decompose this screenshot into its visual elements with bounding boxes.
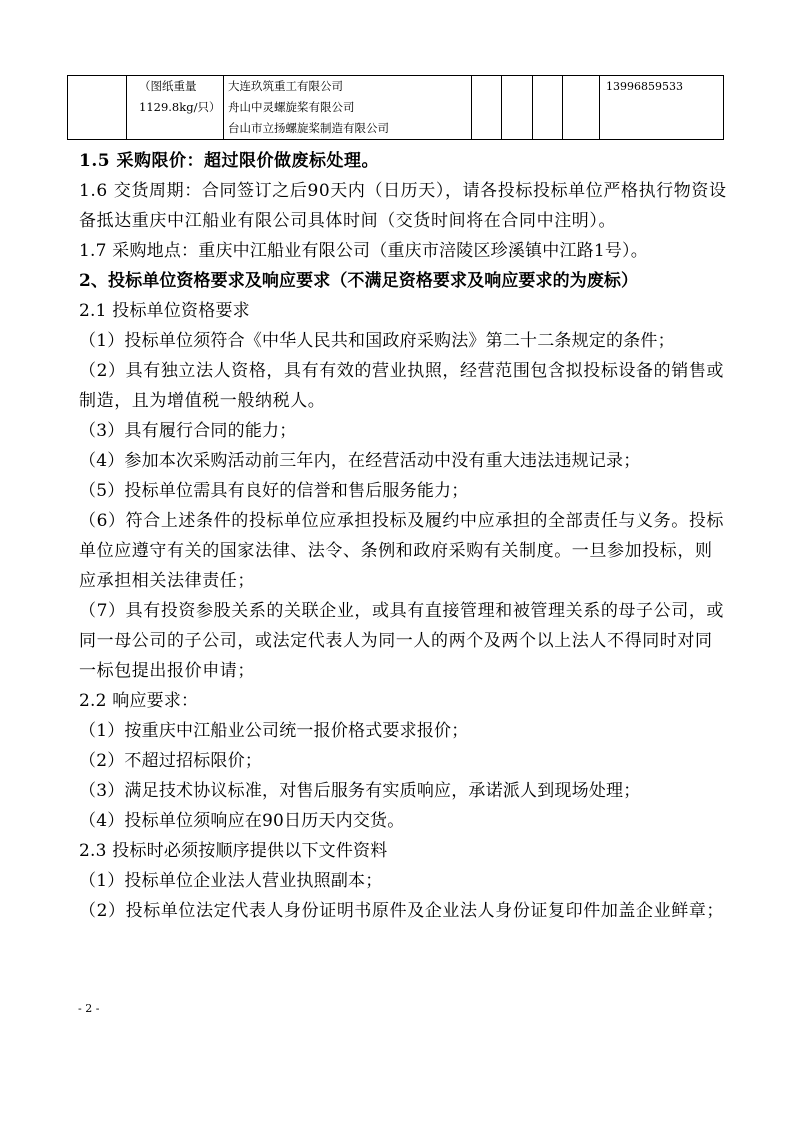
list-item: （1）按重庆中江船业公司统一报价格式要求报价； (79, 721, 469, 741)
document-body (79, 146, 729, 926)
subheading-2-2: 2.2 响应要求： (79, 691, 199, 711)
table-cell-empty-3 (533, 76, 563, 140)
list-item: （4）投标单位须响应在90日历天内交货。 (79, 811, 405, 831)
list-item: （2）具有独立法人资格，具有有效的营业执照，经营范围包含拟投标设备的销售或制造，且为增值税一般纳税人。 (79, 361, 725, 411)
weight-line-2: 1129.8kg/只） (139, 100, 221, 114)
list-item: （3）具有履行合同的能力； (79, 421, 297, 441)
table-cell-empty-2 (502, 76, 533, 140)
list-item: （2）不超过招标限价； (79, 751, 263, 771)
list-item: （6）符合上述条件的投标单位应承担投标及履约中应承担的全部责任与义务。投标单位应遵守有关的国家法律、法令、条例和政府采购有关制度。一旦参加投标，则应承担相关法律责任； (79, 511, 725, 591)
list-item: （4）参加本次采购活动前三年内，在经营活动中没有重大违法违规记录； (79, 451, 641, 471)
list-item: （3）满足技术协议标准，对售后服务有实质响应，承诺派人到现场处理； (79, 781, 641, 801)
table-cell-manufacturers (224, 76, 472, 140)
list-item: （2）投标单位法定代表人身份证明书原件及企业法人身份证复印件加盖企业鲜章； (79, 901, 725, 921)
manufacturer-2: 舟山中灵螺旋桨有限公司 (228, 100, 355, 114)
table-cell-empty-1 (472, 76, 502, 140)
subheading-2-3: 2.3 投标时必须按顺序提供以下文件资料 (79, 841, 388, 861)
list-item: （1）投标单位企业法人营业执照副本； (79, 871, 383, 891)
paragraph-purchase-limit: 1.5 采购限价：超过限价做废标处理。 (79, 151, 379, 171)
table-cell-phone: 13996859533 (600, 76, 724, 140)
paragraph-purchase-location: 1.7 采购地点：重庆中江船业有限公司（重庆市涪陵区珍溪镇中江路1号）。 (79, 241, 648, 261)
manufacturer-3: 台山市立扬螺旋桨制造有限公司 (228, 121, 389, 135)
list-item: （5）投标单位需具有良好的信誉和售后服务能力； (79, 481, 469, 501)
list-item: （1）投标单位须符合《中华人民共和国政府采购法》第二十二条规定的条件； (79, 331, 675, 351)
table-cell-weight (127, 76, 224, 140)
page-number: - 2 - (78, 1002, 100, 1015)
list-item: （7）具有投资参股关系的关联企业，或具有直接管理和被管理关系的母子公司，或同一母公司的子公司，或法定代表人为同一人的两个及两个以上法人不得同时对同一标包提出报价申请； (79, 601, 725, 681)
table-row (68, 76, 724, 140)
manufacturer-1: 大连玖筑重工有限公司 (228, 79, 343, 93)
subheading-2-1: 2.1 投标单位资格要求 (79, 301, 250, 321)
section-heading-qualifications: 2、投标单位资格要求及响应要求（不满足资格要求及响应要求的为废标） (79, 271, 639, 291)
paragraph-delivery-period: 1.6 交货周期：合同签订之后90天内（日历天），请各投标投标单位严格执行物资设备抵达重庆中江船业有限公司具体时间（交货时间将在合同中注明）。 (79, 181, 727, 231)
weight-line-1: （图纸重量 (139, 79, 197, 93)
table-cell-index (68, 76, 127, 140)
bid-table-fragment (67, 75, 724, 140)
table-cell-empty-4 (563, 76, 600, 140)
